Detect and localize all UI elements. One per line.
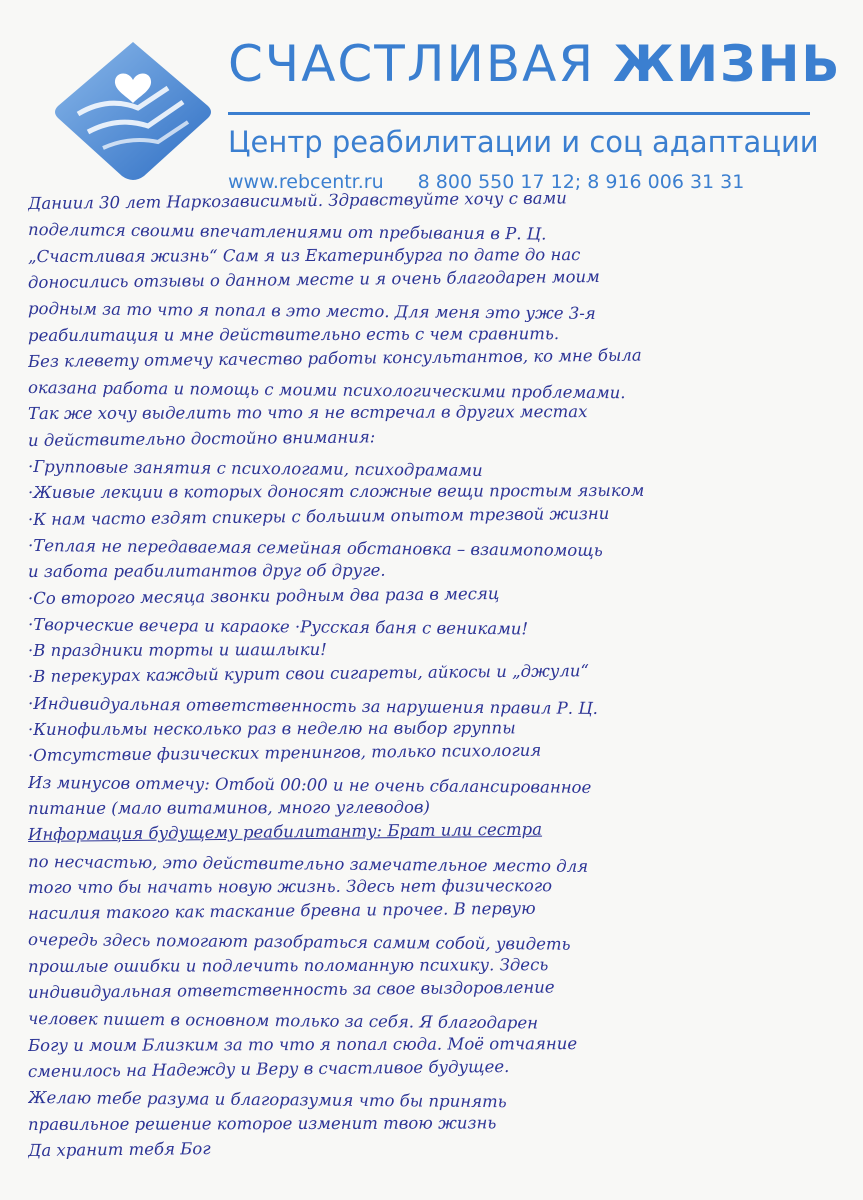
phone-numbers: 8 800 550 17 12; 8 916 006 31 31: [417, 171, 745, 193]
letter-line: ·Теплая не передаваемая семейная обстановка – взаимопомощь: [27, 535, 603, 560]
letter-line: индивидуальная ответственность за свое выздоровление: [27, 977, 555, 1002]
letter-line: ·Живые лекции в которых доносят сложные вещи простым языком: [27, 481, 645, 503]
brand-name: [228, 36, 842, 92]
letter-line: прошлые ошибки и подлечить поломанную психику. Здесь: [27, 954, 549, 976]
website-link[interactable]: www.rebcentr.ru: [228, 171, 384, 193]
letter-line: по несчастью, это действительно замечательное место для: [27, 851, 589, 876]
letter-line: ·Групповые занятия с психологами, психодрамами: [27, 457, 483, 480]
letter-line: реабилитация и мне действительно есть с чем сравнить.: [27, 323, 560, 345]
brand-name-bold: ЖИЗНЬ: [613, 35, 842, 93]
letter-line: ·Кинофильмы несколько раз в неделю на выбор группы: [27, 718, 516, 739]
letter-line: „Счастливая жизнь“ Сам я из Екатеринбурга по дате до нас: [27, 244, 581, 266]
letter-line: родным за то что я попал в это место. Для меня это уже 3-я: [27, 299, 596, 324]
letter-line: Информация будущему реабилитанту: Брат или сестра: [27, 819, 543, 845]
center-subtitle: Центр реабилитации и соц адаптации: [228, 125, 819, 159]
header-rule: [228, 112, 810, 115]
letter-line: питание (мало витаминов, много углеводов): [27, 797, 430, 818]
letter-line: оказана работа и помощь с моими психологическими проблемами.: [27, 378, 626, 403]
letter-line: и забота реабилитантов друг об друге.: [27, 560, 386, 582]
handwritten-letter: [27, 188, 840, 1172]
letter-line: ·Творческие вечера и караоке ·Русская баня с вениками!: [27, 614, 529, 639]
letter-line: насилия такого как таскание бревна и прочее. В первую: [27, 898, 536, 924]
letter-line: Даниил 30 лет Наркозависимый. Здравствуйте хочу с вами: [27, 188, 567, 213]
letter-line: Богу и моим Близким за то что я попал сюда. Моё отчаяние: [27, 1033, 578, 1055]
letter-line: Без клевету отмечу качество работы консультантов, ко мне была: [27, 345, 642, 371]
letter-line: Так же хочу выделить то что я не встречал в других местах: [27, 402, 588, 424]
letter-line: Желаю тебе разума и благоразумия что бы принять: [27, 1088, 507, 1112]
letter-line: ·В праздники торты и шашлыки!: [27, 640, 327, 661]
letter-line: сменилось на Надежду и Веру в счастливое будущее.: [27, 1056, 510, 1081]
letter-line: Да хранит тебя Бог: [27, 1138, 211, 1160]
hands-heart-logo-icon: [48, 36, 218, 186]
letter-line: ·К нам часто ездят спикеры с большим опытом трезвой жизни: [27, 503, 610, 529]
letter-line: человек пишет в основном только за себя. Я благодарен: [27, 1009, 539, 1033]
letter-line: доносились отзывы о данном месте и я очень благодарен моим: [27, 266, 600, 292]
letter-line: ·Отсутствие физических тренингов, только психология: [27, 740, 542, 766]
letter-line: ·Со второго месяца звонки родным два раза в месяц: [27, 583, 500, 608]
letter-line: того что бы начать новую жизнь. Здесь нет физического: [27, 875, 553, 897]
letter-line: правильное решение которое изменит твою жизнь: [27, 1112, 497, 1134]
letter-line: поделится своими впечатлениями от пребывания в Р. Ц.: [27, 220, 547, 244]
letter-line: ·Индивидуальная ответственность за нарушения правил Р. Ц.: [27, 693, 598, 718]
letter-line: и действительно достойно внимания:: [27, 427, 376, 450]
letter-line: очередь здесь помогают разобраться самим собой, увидеть: [27, 930, 571, 955]
brand-name-light: СЧАСТЛИВАЯ: [228, 35, 613, 93]
letter-line: Из минусов отмечу: Отбой 00:00 и не очень сбалансированное: [27, 772, 592, 797]
letter-line: ·В перекурах каждый курит свои сигареты, айкосы и „джули“: [27, 661, 590, 687]
